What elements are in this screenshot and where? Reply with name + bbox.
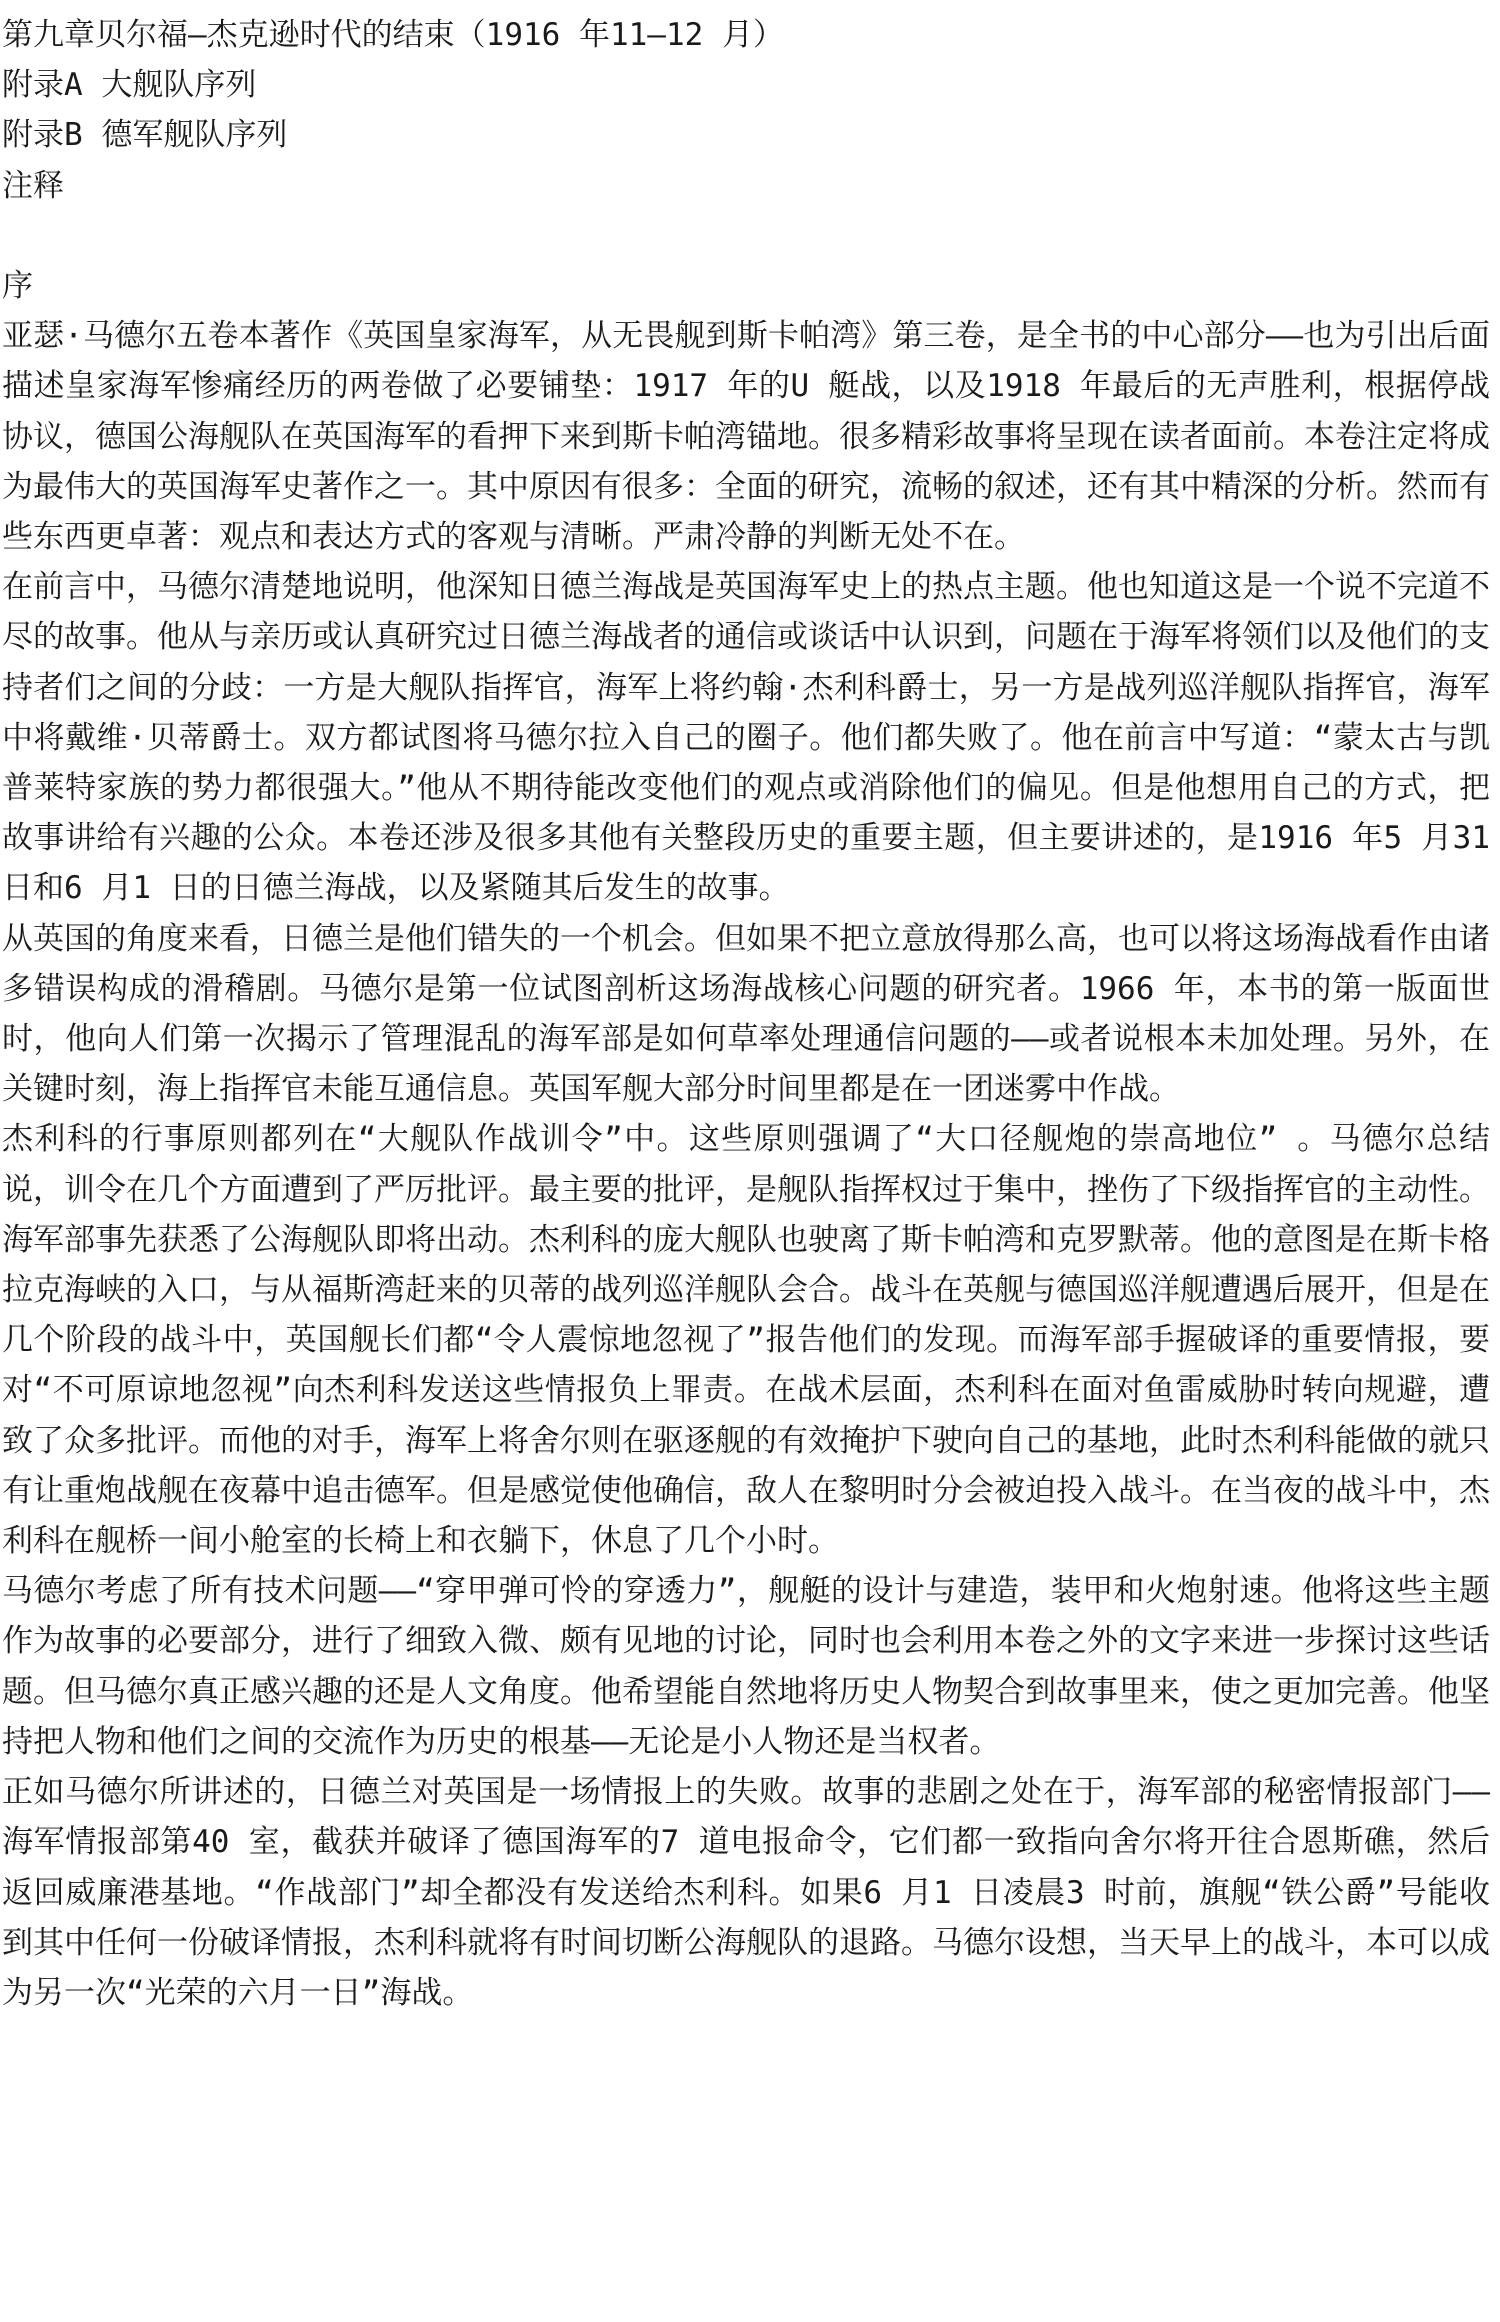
paragraph: 正如马德尔所讲述的，日德兰对英国是一场情报上的失败。故事的悲剧之处在于，海军部的秘密情报部门——海军情报部第40 室，截获并破译了德国海军的7 道电报命令，它们都一致指向舍尔将开往合恩斯礁，然后返回威廉港基地。“作战部门”却全都没有发送给杰利科。如果6 月1 日凌晨3 时前，旗舰“铁公爵”号能收到其中任何一份破译情报，杰利科就将有时间切断公海舰队的退路。马德尔设想，当天早上的战斗，本可以成为另一次“光荣的六月一日”海战。 [2,1774,1490,2011]
paragraph: 马德尔考虑了所有技术问题——“穿甲弹可怜的穿透力”，舰艇的设计与建造，装甲和火炮射速。他将这些主题作为故事的必要部分，进行了细致入微、颇有见地的讨论，同时也会利用本卷之外的文字来进一步探讨这些话题。但马德尔真正感兴趣的还是人文角度。他希望能自然地将历史人物契合到故事里来，使之更加完善。他坚持把人物和他们之间的交流作为历史的根基——无论是小人物还是当权者。 [2,1573,1490,1760]
toc-entry-appendix-b: 附录B 德军舰队序列 [2,117,288,154]
spacer [2,211,1490,261]
paragraph: 从英国的角度来看，日德兰是他们错失的一个机会。但如果不把立意放得那么高，也可以将这场海战看作由诸多错误构成的滑稽剧。马德尔是第一位试图剖析这场海战核心问题的研究者。1966 年，本书的第一版面世时，他向人们第一次揭示了管理混乱的海军部是如何草率处理通信问题的——或者说根本未加处理。另外，在关键时刻，海上指挥官未能互通信息。英国军舰大部分时间里都是在一团迷雾中作战。 [2,920,1490,1108]
paragraph: 杰利科的行事原则都列在“大舰队作战训令”中。这些原则强调了“大口径舰炮的崇高地位” 。马德尔总结说，训令在几个方面遭到了严厉批评。最主要的批评，是舰队指挥权过于集中，挫伤了下级指挥官的主动性。 [2,1121,1490,1208]
preface-title: 序 [2,268,33,304]
paragraph: 亚瑟·马德尔五卷本著作《英国皇家海军，从无畏舰到斯卡帕湾》第三卷，是全书的中心部分——也为引出后面描述皇家海军惨痛经历的两卷做了必要铺垫：1917 年的U 艇战，以及1918 年最后的无声胜利，根据停战协议，德国公海舰队在英国海军的看押下来到斯卡帕湾锚地。很多精彩故事将呈现在读者面前。本卷注定将成为最伟大的英国海军史著作之一。其中原因有很多：全面的研究，流畅的叙述，还有其中精深的分析。然而有些东西更卓著：观点和表达方式的客观与清晰。严肃冷静的判断无处不在。 [2,318,1490,556]
table-of-contents [2,10,1490,211]
paragraph: 海军部事先获悉了公海舰队即将出动。杰利科的庞大舰队也驶离了斯卡帕湾和克罗默蒂。他的意图是在斯卡格拉克海峡的入口，与从福斯湾赶来的贝蒂的战列巡洋舰队会合。战斗在英舰与德国巡洋舰遭遇后展开，但是在几个阶段的战斗中，英国舰长们都“令人震惊地忽视了”报告他们的发现。而海军部手握破译的重要情报，要对“不可原谅地忽视”向杰利科发送这些情报负上罪责。在战术层面，杰利科在面对鱼雷威胁时转向规避，遭致了众多批评。而他的对手，海军上将舍尔则在驱逐舰的有效掩护下驶向自己的基地，此时杰利科能做的就只有让重炮战舰在夜幕中追击德军。但是感觉使他确信，敌人在黎明时分会被迫投入战斗。在当夜的战斗中，杰利科在舰桥一间小舱室的长椅上和衣躺下，休息了几个小时。 [2,1221,1490,1560]
toc-entry-notes: 注释 [2,167,64,204]
toc-entry-appendix-a: 附录A 大舰队序列 [2,67,257,104]
toc-entry-chapter-9: 第九章贝尔福—杰克逊时代的结束（1916 年11—12 月） [2,17,784,53]
preface-section [2,261,1490,2018]
paragraph: 在前言中，马德尔清楚地说明，他深知日德兰海战是英国海军史上的热点主题。他也知道这是一个说不完道不尽的故事。他从与亲历或认真研究过日德兰海战者的通信或谈话中认识到，问题在于海军将领们以及他们的支持者们之间的分歧：一方是大舰队指挥官，海军上将约翰·杰利科爵士，另一方是战列巡洋舰队指挥官，海军中将戴维·贝蒂爵士。双方都试图将马德尔拉入自己的圈子。他们都失败了。他在前言中写道：“蒙太古与凯普莱特家族的势力都很强大。”他从不期待能改变他们的观点或消除他们的偏见。但是他想用自己的方式，把故事讲给有兴趣的公众。本卷还涉及很多其他有关整段历史的重要主题，但主要讲述的，是1916 年5 月31 日和6 月1 日的日德兰海战，以及紧随其后发生的故事。 [2,569,1490,907]
